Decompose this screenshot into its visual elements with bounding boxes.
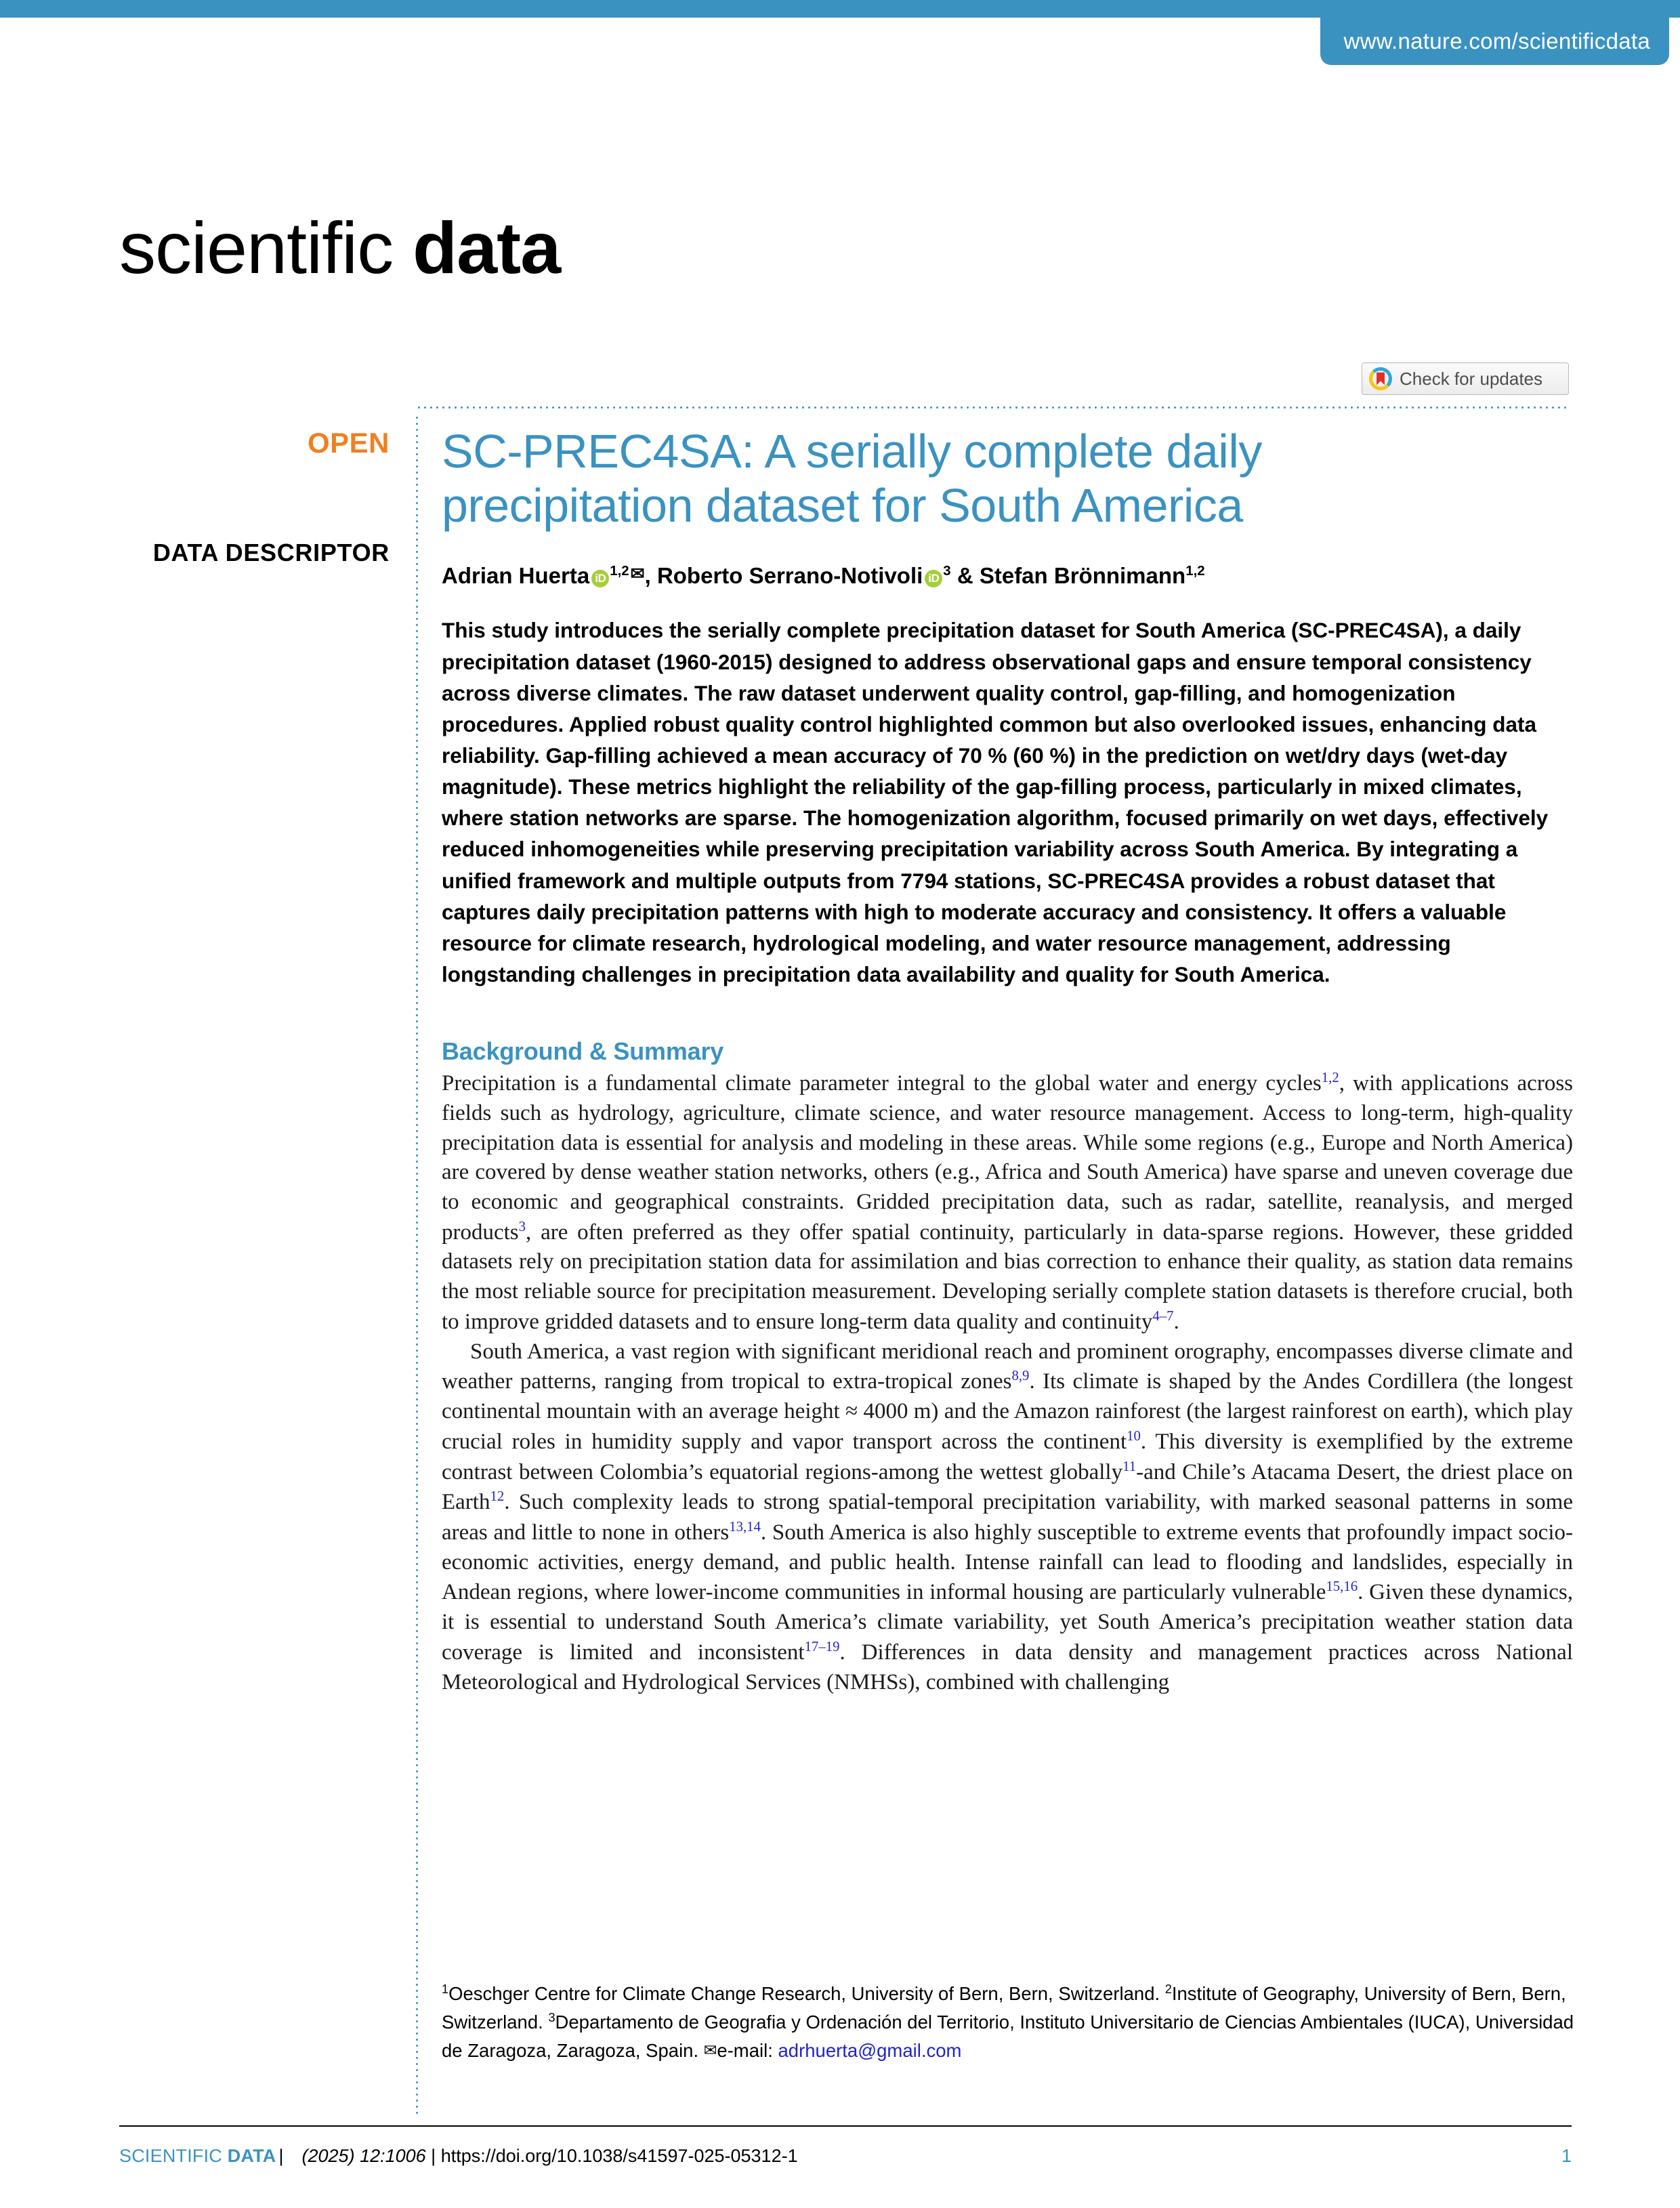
journal-logo-data: data — [413, 207, 561, 289]
article-column — [442, 407, 1573, 1697]
footer-divider — [119, 2125, 1572, 2127]
footer-citation-volume: (2025) 12:1006 — [301, 2145, 426, 2166]
footer-journal-bold: DATA — [227, 2145, 276, 2166]
header-accent-bar — [0, 0, 1680, 18]
author-list — [442, 562, 1573, 591]
journal-url-tab[interactable] — [1320, 18, 1669, 65]
check-for-updates-button[interactable] — [1362, 362, 1569, 395]
footer-separator: | — [278, 2145, 284, 2166]
orcid-icon[interactable]: iD — [925, 570, 942, 587]
abstract-text: This study introduces the serially complete precipitation dataset for South America (SC-PREC4SA), a daily precipitation dataset (1960-2015) designed to address observational gaps and ensure temporal consistency across diverse climates. The raw dataset underwent quality control, gap-filling, and homogenization procedures. Applied robust quality control highlighted common but also overlooked issues, enhancing data reliability. Gap-filling achieved a mean accuracy of 70 % (60 %) in the prediction on wet/dry days (wet-day magnitude). These metrics highlight the reliability of the gap-filling process, particularly in mixed climates, where station networks are sparse. The homogenization algorithm, focused primarily on wet days, effectively reduced inhomogeneities while preserving precipitation variability across South America. By integrating a unified framework and multiple outputs from 7794 stations, SC-PREC4SA provides a robust dataset that captures daily precipitation patterns with high to moderate accuracy and consistency. It offers a valuable resource for climate research, hydrological modeling, and water resource management, addressing longstanding challenges in precipitation data availability and quality for South America. — [442, 618, 1549, 987]
journal-logo-scientific: scientific — [119, 207, 413, 289]
footer-citation-doi[interactable]: https://doi.org/10.1038/s41597-025-05312-1 — [440, 2145, 798, 2166]
page-footer — [119, 2141, 1572, 2171]
journal-url-text: www.nature.com/scientificdata — [1343, 28, 1650, 54]
paragraph-2: South America, a vast region with significant meridional reach and prominent orography, encompasses diverse climate and weather patterns, ranging from tropical to extra-tropical zones$^{8,9}$. Its climate is shaped by the Andes Cordillera (the longest continental mountain with an average height ≈ 4000 m) and the Amazon rainforest (the largest rainforest on earth), which play crucial roles in humidity supply and vapor transport across the continent$^{10}$. This diversity is exemplified by the extreme contrast between Colombia’s equatorial regions-among the wettest globally$^{11}$-and Chile’s Atacama Desert, the driest place on Earth$^{12}$. Such complexity leads to strong spatial-temporal precipitation variability, with marked seasonal patterns in some areas and little to none in others$^{13,14}$. South America is also highly susceptible to extreme events that profoundly impact socio-economic activities, energy demand, and public health. Intense rainfall can lead to flooding and landslides, especially in Andean regions, where lower-income communities in informal housing are particularly vulnerable$^{15,16}$. Given these dynamics, it is essential to understand South America’s climate variability, yet South America’s precipitation weather station data coverage is limited and inconsistent$^{17-19}$. Differences in data density and management practices across National Meteorological and Hydrological Services (NMHSs), combined with challenging — [442, 1339, 1574, 1694]
author-affil-2: 3 — [943, 562, 951, 579]
footer-citation[interactable] — [302, 2146, 798, 2167]
footer-citation-pipe: | — [425, 2145, 441, 2166]
author-separator-1: , — [644, 562, 657, 588]
page-title: SC-PREC4SA: A serially complete daily precipitation dataset for South America — [442, 425, 1262, 532]
article-type-label: DATA DESCRIPTOR — [152, 539, 390, 566]
corresponding-author-icon: ✉ — [630, 564, 645, 583]
affiliations-block: $^1$Oeschger Centre for Climate Change Research, University of Bern, Bern, Switzerland. $^2$Institute of Geography, University of Bern, Bern, Switzerland. $^3$Departamento de Geografia y Ordenación del Territorio, Instituto Universitario de Ciencias Ambientales (IUCA), Universidad de Zaragoza, Zaragoza, Spain. ✉e-mail: adrhuerta@gmail.com — [442, 1982, 1574, 2061]
body-text — [442, 1068, 1573, 1697]
footer-journal-name — [119, 2146, 276, 2167]
journal-logo — [119, 207, 561, 289]
author-name-2[interactable]: Roberto Serrano-Notivoli — [656, 562, 923, 588]
paragraph-1: Precipitation is a fundamental climate parameter integral to the global water and energy cycles$^{1,2}$, with applications across fields such as hydrology, agriculture, climate science, and water resource management. Access to long-term, high-quality precipitation data is essential for analysis and modeling in these areas. While some regions (e.g., Europe and North America) are covered by dense weather station networks, others (e.g., Africa and South America) have sparse and uneven coverage due to economic and geographical constraints. Gridded precipitation data, such as radar, satellite, reanalysis, and merged products$^3$, are often preferred as they offer spatial continuity, particularly in data-sparse regions. However, these gridded datasets rely on precipitation station data for assimilation and bias correction to enhance their quality, as station data remains the most reliable source for precipitation measurement. Developing serially complete station datasets is therefore crucial, both to improve gridded datasets and to ensure long-term data quality and continuity$^{4-7}$. — [442, 1070, 1574, 1334]
crossmark-icon — [1369, 367, 1392, 390]
author-affil-1: 1,2 — [610, 562, 629, 579]
author-separator-2: & — [950, 562, 980, 588]
section-heading-background-summary: Background & Summary — [442, 1037, 724, 1066]
author-name-3[interactable]: Stefan Brönnimann — [979, 562, 1186, 588]
open-access-label: OPEN — [307, 427, 390, 459]
orcid-icon[interactable]: iD — [591, 570, 609, 587]
author-name-1[interactable]: Adrian Huerta — [442, 562, 590, 588]
check-for-updates-label: Check for updates — [1400, 368, 1543, 389]
footer-journal-light: SCIENTIFIC — [119, 2145, 228, 2166]
dotted-rule-vertical — [416, 415, 418, 2115]
author-affil-3: 1,2 — [1185, 562, 1205, 579]
footer-page-number: 1 — [1561, 2145, 1572, 2166]
